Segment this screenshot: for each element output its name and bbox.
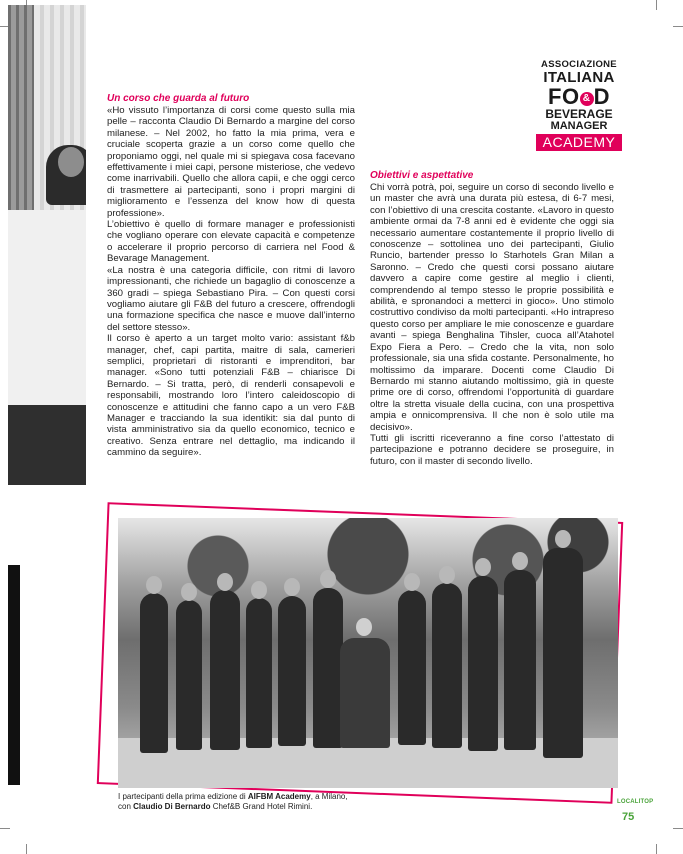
crop-mark	[656, 844, 657, 854]
logo-line-academy: ACADEMY	[536, 134, 622, 151]
photo-person-head	[555, 530, 571, 548]
logo-line-manager: MANAGER	[550, 120, 608, 132]
photo-person-head	[146, 576, 162, 594]
caption-text: I partecipanti della prima edizione di	[118, 792, 248, 801]
photo-person-head	[251, 581, 267, 599]
paragraph: «La nostra è una categoria difficile, con ritmi di lavoro impressionanti, che richiede un bagaglio di conoscenze a 360 gradi – spiega Sebastiano Pira. – Con questi corsi vogliamo aiutare gli F&B del futuro a crescere, offrendogli una formazione specifica che nasce e muove dall’interno del settore stesso».	[107, 264, 355, 333]
crop-mark	[656, 0, 657, 10]
caption-text: , a Milano,	[310, 792, 348, 801]
photo-person-seated	[340, 638, 390, 748]
crop-mark	[673, 26, 683, 27]
crop-mark	[0, 828, 10, 829]
crop-mark	[673, 828, 683, 829]
photo-person-head	[439, 566, 455, 584]
page-number: 75	[622, 811, 635, 823]
paragraph: Il corso è aperto a un target molto vario: assistant f&b manager, chef, capi partita, maitre di sala, camerieri semplici, proprietari di ristoranti e imprenditori, bar manager. «Sono tutti potenziali F&B – chiarisce Di Bernardo. – Si tratta, però, di renderli consapevoli e responsabili, mostrando loro l’intero caleidoscopio di conoscenze e attitudini che fanno capo a un vero F&B Manager e tracciando la sua identikit: sia dal punto di vista amministrativo sia da quello economico, tecnico e creativo. Senza entrare nel dettaglio, ma indicando il cammino da seguire».	[107, 333, 355, 459]
photo-person-head	[320, 570, 336, 588]
logo-line-food	[536, 86, 622, 108]
photo-person	[140, 593, 168, 753]
logo-ampersand-icon: &	[580, 92, 594, 106]
photo-window	[8, 5, 34, 215]
logo-food-a: FO	[548, 84, 580, 109]
photo-person-head	[512, 552, 528, 570]
paragraph: L’obiettivo è quello di formare manager e professionisti che vogliano operare con elevate capacità e competenze o accelerare il proprio percorso di carriera nel Food & Bevarage Management.	[107, 219, 355, 265]
photo-person	[468, 576, 498, 751]
photo-person-head	[475, 558, 491, 576]
photo-speaker-face	[58, 147, 84, 177]
logo-food-b: D	[593, 84, 610, 109]
photo-person	[246, 598, 272, 748]
section-heading: Un corso che guarda al futuro	[107, 93, 250, 104]
caption-text: Chef&B Grand Hotel Rimini.	[210, 802, 313, 811]
photo-person	[176, 600, 202, 750]
photo-person-head	[284, 578, 300, 596]
caption-bold: AIFBM Academy	[247, 792, 311, 801]
group-photo	[118, 518, 618, 788]
photo-person	[278, 596, 306, 746]
logo-line-associazione: ASSOCIAZIONE	[541, 59, 617, 70]
paragraph: «Ho vissuto l’importanza di corsi come questo sulla mia pelle – racconta Claudio Di Bernardo a margine del corso milanese. – Nel 2002, ho fatto la mia prima, vera e cruciale scoperta grazie a un corso come quello che proponiamo oggi, nel quale mi si spiegava cosa facevano effettivamente i miei capi, persone misteriose, che vedevo come inarrivabili. Quello che allora capii, e che oggi cerco di trasmettere ai partecipanti, sono i propri margini di miglioramento e l’essenza del know how di questa professione».	[107, 105, 355, 219]
crop-mark	[26, 844, 27, 854]
section-heading: Obiettivi e aspettative	[370, 170, 474, 181]
logo-line-italiana: ITALIANA	[543, 69, 615, 86]
photo-person-head	[217, 573, 233, 591]
photo-person	[313, 588, 343, 748]
logo-line-beverage: BEVERAGE	[545, 107, 613, 121]
caption-text: con	[118, 802, 134, 811]
caption-line-1	[118, 792, 598, 802]
photo-person-head	[356, 618, 372, 636]
photo-person	[432, 583, 462, 748]
photo-person	[210, 590, 240, 750]
left-photo	[8, 5, 86, 485]
photo-floor	[8, 405, 86, 485]
paragraph: Chi vorrà potrà, poi, seguire un corso di secondo livello e un master che avrà una durata più estesa, di 6-7 mesi, con l’obiettivo di una crescita costante. «Lavoro in questo ambiente ormai da 7-8 anni ed è evidente che oggi sia necessario aumentare costantemente il proprio livello di conoscenze – sottolinea uno dei partecipanti, Giulio Runcio, bartender presso lo Starhotels Gran Milan a Saronno. – Credo che questi corsi possano aiutare davvero a capire come gestire al meglio i clienti, comprendendo al tempo stesso le proprie possibilità e abilità, e spronandoci a metterci in gioco». Uno stimolo costruttivo condiviso da molti partecipanti. «Ho intrapreso questo corso per ampliare le mie conoscenze e guardare avanti – spiega Benghalina Tihsler, cuoca all’Atahotel Expo Fiera a Pero. – Credo che la vita, non solo professionale, sia una sfida costante. Personalmente, ho moltissimo da imparare. Docenti come Claudio Di Bernardo mi stanno aiutando moltissimo, già in queste prime ore di corso, offrendomi l’opportunità di guardare oltre la stretta visuale della cucina, con una prospettiva ampia e onnicomprensiva. Il che non è solo utile ma decisivo».	[370, 182, 614, 433]
article-column-right	[370, 170, 614, 467]
article-column-left	[107, 93, 355, 459]
photo-person-head	[404, 573, 420, 591]
paragraph: Tutti gli iscritti riceveranno a fine corso l’attestato di partecipazione e potranno decidere se proseguire, in futuro, con il master di secondo livello.	[370, 432, 614, 467]
caption-bold: Claudio Di Bernardo	[133, 802, 211, 811]
photo-caption	[118, 792, 598, 812]
caption-line-2	[118, 802, 598, 812]
photo-person	[504, 570, 536, 750]
aifbm-logo	[536, 60, 622, 151]
magazine-name: LOCALITOP	[617, 799, 654, 805]
photo-person-head	[181, 583, 197, 601]
photo-person	[543, 548, 583, 758]
photo-table	[8, 210, 86, 410]
photo-person	[398, 590, 426, 745]
left-photo-strip	[8, 565, 20, 785]
